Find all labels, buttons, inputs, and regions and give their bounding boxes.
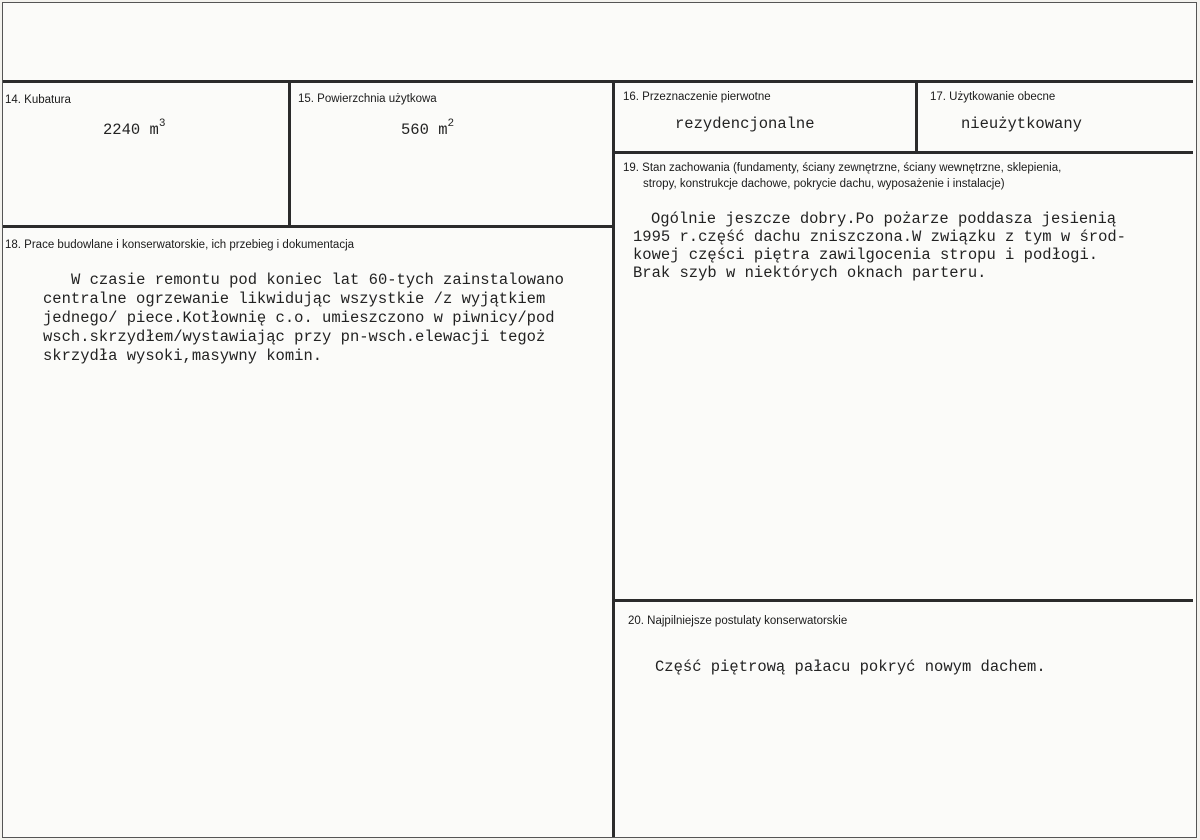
field-19-line-2: 1995 r.część dachu zniszczona.W związku z tym w środ- <box>633 228 1126 246</box>
volume-number: 2240 m <box>103 121 159 139</box>
main-divider <box>612 80 615 837</box>
rule-below-14-15 <box>3 225 614 228</box>
field-19-label-line-2: stropy, konstrukcje dachowe, pokrycie dachu, wyposażenie i instalacje) <box>643 178 1005 190</box>
field-14-label: 14. Kubatura <box>5 94 71 106</box>
field-15-label: 15. Powierzchnia użytkowa <box>298 93 437 105</box>
area-exponent: 2 <box>447 118 455 130</box>
record-card <box>2 2 1197 838</box>
rule-below-16-17 <box>614 151 1193 154</box>
field-18-label: 18. Prace budowlane i konserwatorskie, ich przebieg i dokumentacja <box>5 239 355 251</box>
divider-14-15 <box>288 80 291 226</box>
area-number: 560 m <box>401 121 448 139</box>
field-19-line-1: Ogólnie jeszcze dobry.Po pożarze poddasza jesienią <box>651 210 1117 228</box>
divider-16-17 <box>915 80 918 152</box>
field-18-line-1: W czasie remontu pod koniec lat 60-tych zainstalowano <box>71 271 564 289</box>
field-18-line-4: wsch.skrzydłem/wystawiając przy pn-wsch.elewacji tegoż <box>43 328 546 346</box>
field-18-line-5: skrzydła wysoki,masywny komin. <box>43 347 323 365</box>
volume-exponent: 3 <box>158 118 166 130</box>
field-20-label: 20. Najpilniejsze postulaty konserwatorskie <box>628 615 848 627</box>
field-19-line-4: Brak szyb w niektórych oknach parteru. <box>633 264 987 282</box>
field-18-line-3: jednego/ piece.Kotłownię c.o. umieszczono w piwnicy/pod <box>43 309 555 327</box>
field-16-value: rezydencjonalne <box>675 115 815 133</box>
field-15-value <box>401 118 455 140</box>
field-17-label: 17. Użytkowanie obecne <box>930 91 1056 103</box>
field-16-label: 16. Przeznaczenie pierwotne <box>623 91 771 103</box>
top-rule <box>3 80 1193 83</box>
field-19-line-3: kowej części piętra zawilgocenia stropu i podłogi. <box>633 246 1099 264</box>
field-19-label-line-1: 19. Stan zachowania (fundamenty, ściany zewnętrzne, ściany wewnętrzne, sklepienia, <box>623 162 1062 174</box>
field-14-value <box>103 118 166 140</box>
field-20-value: Część piętrową pałacu pokryć nowym dachem. <box>655 658 1046 676</box>
field-17-value: nieużytkowany <box>961 115 1082 133</box>
field-18-line-2: centralne ogrzewanie likwidując wszystkie /z wyjątkiem <box>43 290 546 308</box>
rule-above-20 <box>614 599 1193 602</box>
